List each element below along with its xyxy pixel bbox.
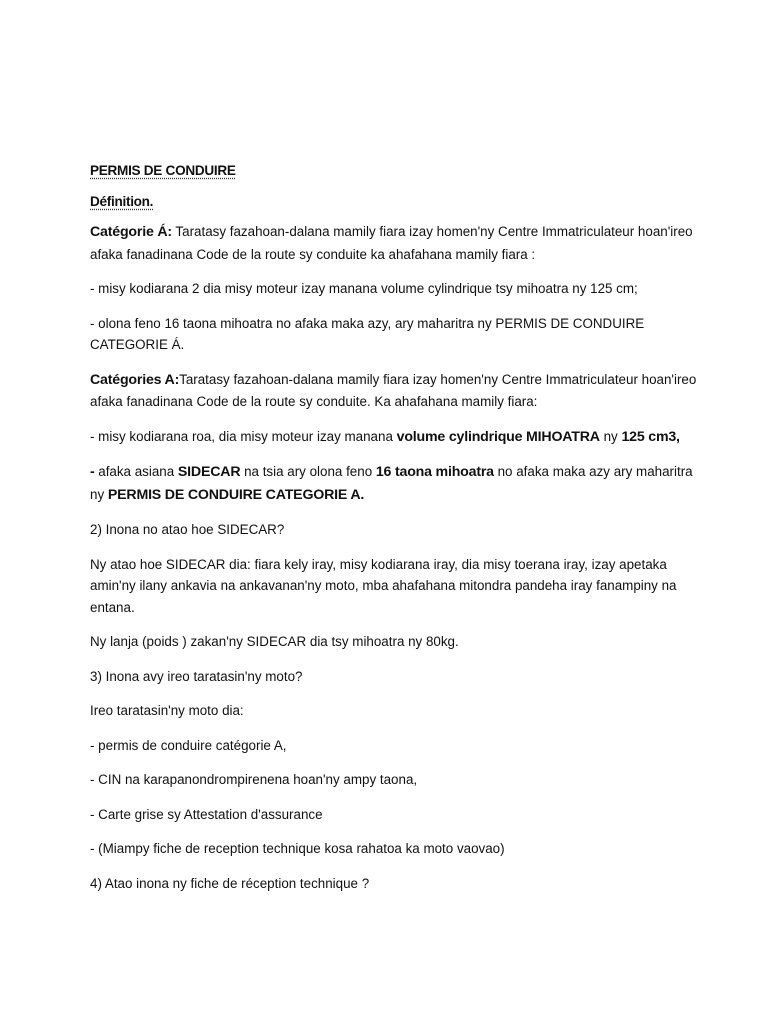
question-3: 3) Inona avy ireo taratasin'ny moto? (90, 668, 303, 684)
category-a-paragraph (90, 369, 700, 413)
definition-heading: Définition. (90, 193, 154, 209)
category-a-item-2-dash: - (90, 464, 95, 480)
category-a-text: Taratasy fazahoan-dalana mamily fiara izay homen'ny Centre Immatriculateur hoan'ireo afaka fanadinana Code de la route sy conduite. Ka ahafahana mamily fiara: (90, 371, 697, 409)
category-a-accent-paragraph (90, 221, 700, 265)
list-item: - permis de conduire catégorie A, (90, 737, 287, 753)
question-4: 4) Atao inona ny fiche de réception technique ? (90, 875, 370, 891)
category-a-accent-item-2: - olona feno 16 taona mihoatra no afaka maka azy, ary maharitra ny PERMIS DE CONDUIRE CATEGORIE Á. (90, 315, 645, 352)
list-item: - CIN na karapanondrompirenena hoan'ny ampy taona, (90, 772, 418, 787)
sidecar-weight-paragraph: Ny lanja (poids ) zakan'ny SIDECAR dia tsy mihoatra ny 80kg. (90, 634, 459, 649)
list-item: - Carte grise sy Attestation d'assurance (90, 806, 323, 822)
category-a-item-2-bold-2: 16 taona mihoatra (375, 464, 494, 480)
category-a-item-2-part-3: no afaka maka azy ary maharitra ny (90, 464, 693, 502)
category-a-accent-item-1: - misy kodiarana 2 dia misy moteur izay manana volume cylindrique tsy mihoatra ny 125 cm; (90, 281, 638, 296)
list-item: - (Miampy fiche de reception technique kosa rahatoa ka moto vaovao) (90, 841, 505, 856)
category-a-item-2-part-1: afaka asiana (94, 464, 178, 479)
category-a-item-2 (90, 461, 700, 506)
category-a-item-1-part-2: ny (599, 428, 622, 444)
category-a-item-1-bold-1: volume cylindrique MIHOATRA (396, 428, 600, 445)
category-a-item-2-part-2: na tsia ary olona feno (240, 464, 376, 479)
question-2: 2) Inona no atao hoe SIDECAR? (90, 522, 285, 537)
category-a-item-2-bold-3: PERMIS DE CONDUIRE CATEGORIE A. (107, 486, 365, 503)
category-a-item-1-bold-2: 125 cm3, (621, 428, 680, 445)
question-2-answer: Ny atao hoe SIDECAR dia: fiara kely iray, misy kodiarana iray, dia misy toerana iray, izay apetaka amin'ny ilany ankavia na ankavanan'ny moto, mba ahafahana mitondra pandeha iray fanampiny na entana. (90, 556, 677, 615)
category-a-item-1 (90, 426, 700, 449)
category-a-item-2-bold-1: SIDECAR (177, 464, 241, 480)
category-a-accent-text: Taratasy fazahoan-dalana mamily fiara izay homen'ny Centre Immatriculateur hoan'ireo afaka fanadinana Code de la route sy conduite ka ahafahana mamily fiara : (90, 224, 693, 262)
question-3-intro: Ireo taratasin'ny moto dia: (90, 703, 244, 718)
document-title: PERMIS DE CONDUIRE (90, 163, 236, 178)
category-a-item-1-part-1: - misy kodiarana roa, dia misy moteur izay manana (90, 428, 397, 444)
category-a-accent-label: Catégorie Á: (90, 224, 172, 240)
document-page (90, 160, 700, 907)
category-a-label: Catégories A: (90, 371, 180, 388)
